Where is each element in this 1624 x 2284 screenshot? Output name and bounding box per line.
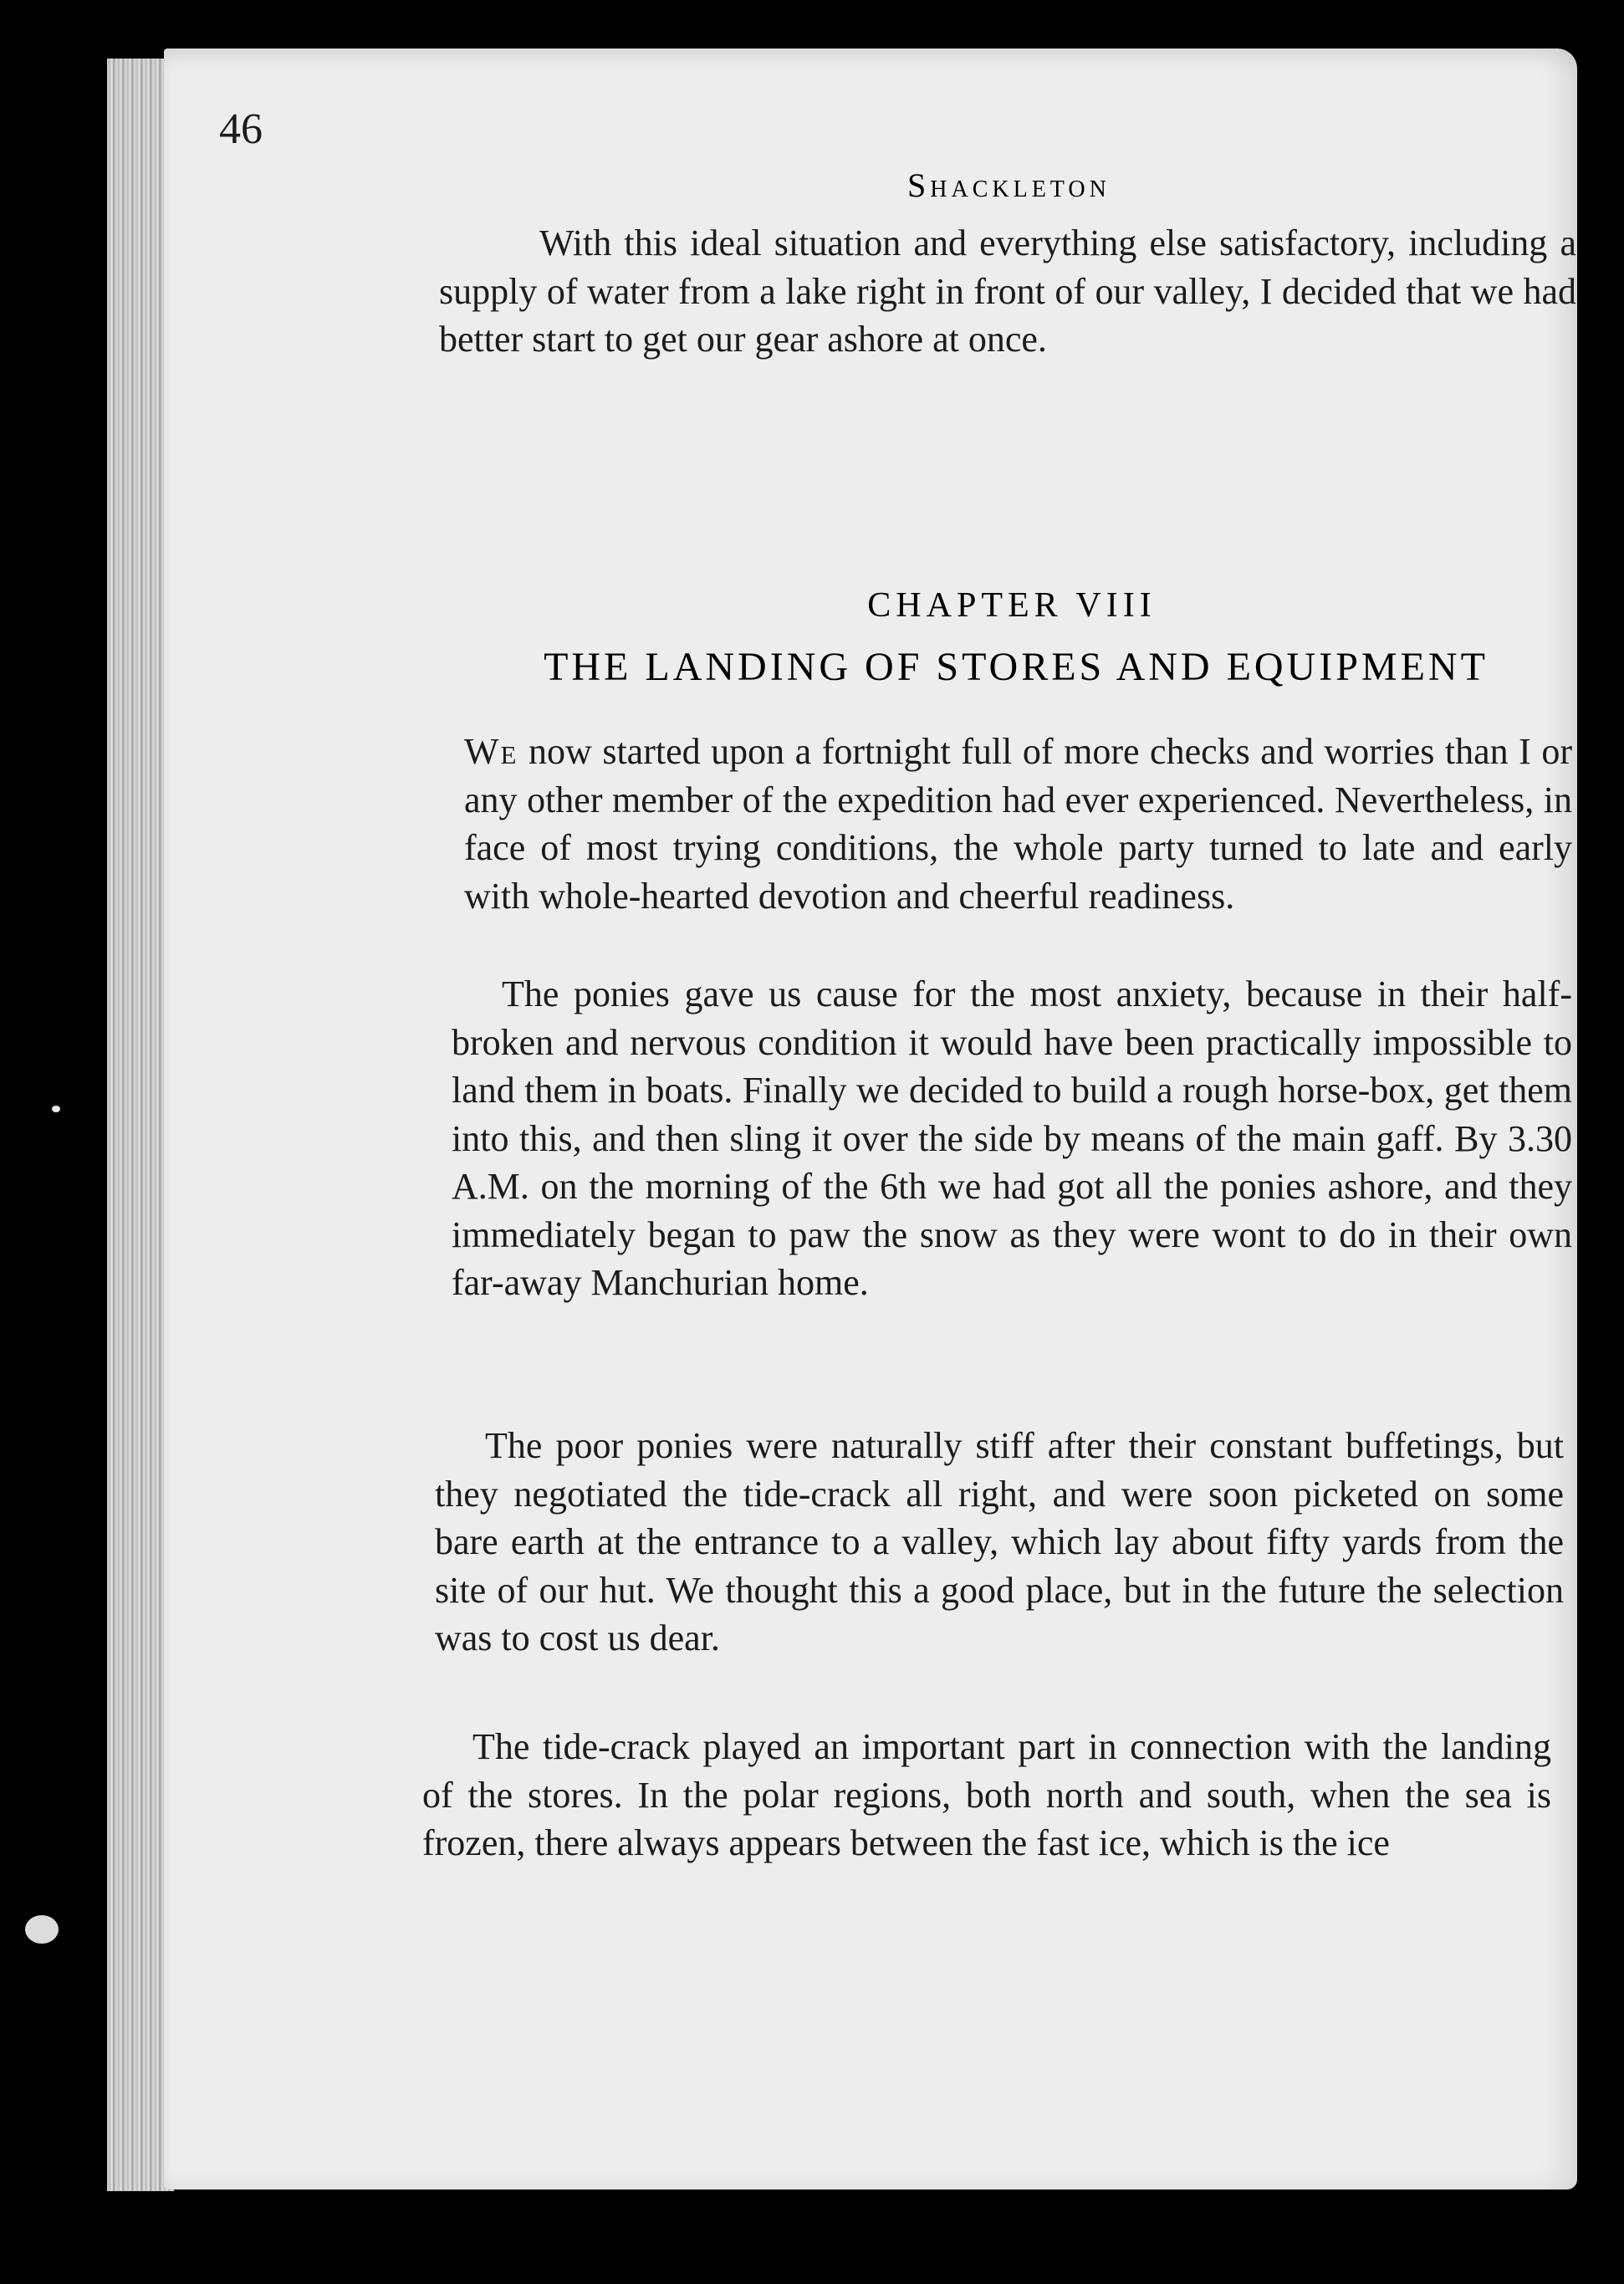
paragraph-rest: now started upon a fortnight full of more checks and worries than I or any other member of the expedition had ever experienced. Nevertheless, in face of most trying conditions, the whole party turned to late and early with whole-hearted devotion and cheerful readiness. [464, 731, 1572, 917]
scan-speck [52, 1106, 60, 1112]
paragraph-part: The ponies gave us cause for the most anxiety, because in their half-broken and nervous condition it would have been practically impossible to land them in boats. Finally we decided to build a rough horse-box, get them into this, and then sling it over the side by means of the main gaff. By 3.30 [452, 973, 1572, 1159]
paragraph-intro [439, 219, 1576, 364]
chapter-title: THE LANDING OF STORES AND EQUIPMENT [544, 645, 1489, 689]
paragraph-part: on the morning of the 6th we had got all the ponies ashore, and they immediately began to paw the snow as they were wont to do in their own far-away Manchurian home. [452, 1166, 1572, 1303]
paragraph-tide-crack [422, 1723, 1551, 1868]
paragraph-text: The poor ponies were naturally stiff after their constant buffetings, but they negotiated the tide-crack all right, and were soon picketed on some bare earth at the entrance to a valley, which lay about fifty yards from the site of our hut. We thought this a good place, but in the future the selection was to cost us dear. [435, 1425, 1564, 1658]
running-title: Shackleton [907, 166, 1111, 204]
paragraph-stiff-ponies [435, 1422, 1564, 1663]
chapter-number: CHAPTER VIII [867, 586, 1157, 625]
time-abbrev: A.M. [452, 1166, 529, 1207]
paragraph-opening [464, 728, 1572, 920]
paragraph-text [464, 728, 1572, 920]
paragraph-text: With this ideal situation and everything else satisfactory, including a supply of water from a lake right in front of our valley, I decided that we had better start to get our gear ashore at once. [439, 222, 1576, 360]
paragraph-text: The tide-crack played an important part in connection with the landing of the stores. In the polar regions, both north and south, when the sea is frozen, there always appears between the fast ice, which is the ice [422, 1726, 1551, 1863]
scan-speck [25, 1915, 59, 1944]
paragraph-text [452, 970, 1572, 1307]
paragraph-ponies [452, 970, 1572, 1307]
page-number: 46 [219, 105, 263, 153]
opening-word: We [464, 731, 518, 772]
